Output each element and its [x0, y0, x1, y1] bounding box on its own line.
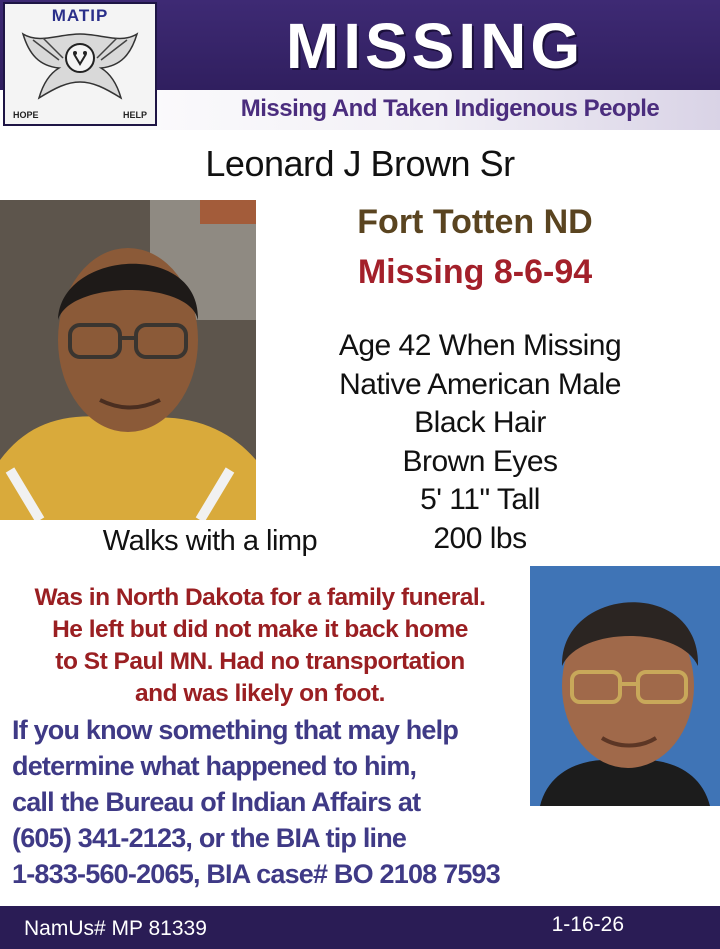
- detail-height: 5' 11" Tall: [420, 483, 540, 516]
- namus-number: NamUs# MP 81339: [24, 917, 207, 940]
- detail-race-sex: Native American Male: [339, 367, 621, 401]
- eagle-icon: [19, 24, 141, 106]
- tip-line: 1-833-560-2065, BIA case# BO 2108 7593: [12, 859, 500, 889]
- missing-date: Missing 8-6-94: [357, 253, 593, 291]
- tip-line: (605) 341-2123, or the BIA tip line: [12, 823, 407, 853]
- missing-location: Fort Totten ND: [357, 203, 593, 241]
- circumstances-line: Was in North Dakota for a family funeral.: [34, 584, 486, 611]
- distinguishing-feature: Walks with a limp: [102, 525, 318, 557]
- logo-hope: HOPE: [13, 110, 39, 120]
- tip-line: If you know something that may help: [12, 715, 459, 745]
- logo-help: HELP: [122, 110, 147, 120]
- person-name: Leonard J Brown Sr: [205, 143, 515, 184]
- detail-eyes: Brown Eyes: [402, 444, 558, 478]
- circumstances-line: He left but did not make it back home: [52, 616, 468, 643]
- person-photo-primary-art: [0, 200, 256, 520]
- footer-bar: [0, 906, 720, 949]
- matip-logo: [3, 2, 157, 126]
- circumstances-line: to St Paul MN. Had no transportation: [55, 648, 465, 675]
- detail-hair: Black Hair: [414, 406, 546, 439]
- logo-title: MATIP: [51, 6, 109, 25]
- page-subtitle: Missing And Taken Indigenous People: [240, 95, 660, 122]
- page-title: MISSING: [285, 10, 585, 82]
- circumstances-line: and was likely on foot.: [135, 680, 385, 707]
- detail-age: Age 42 When Missing: [338, 329, 622, 362]
- tip-line: call the Bureau of Indian Affairs at: [12, 787, 421, 817]
- person-photo-primary: [0, 200, 256, 520]
- tip-line: determine what happened to him,: [12, 751, 417, 781]
- detail-weight: 200 lbs: [433, 521, 527, 555]
- circumstances-text: [0, 582, 520, 710]
- tip-text: [12, 712, 612, 892]
- poster-date: 1-16-26: [551, 913, 624, 936]
